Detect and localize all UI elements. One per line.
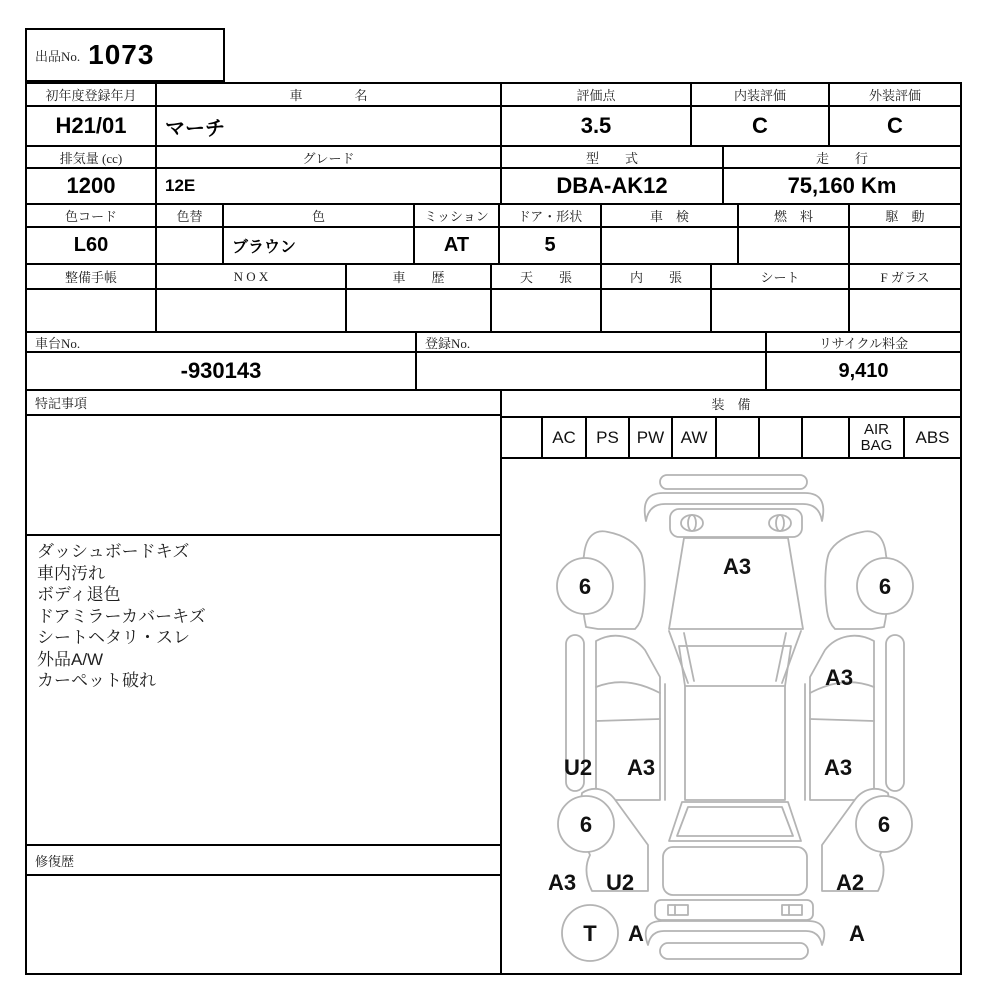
field-value (417, 353, 765, 391)
right-headlight-inner (776, 515, 784, 531)
left-headlight-inner (688, 515, 696, 531)
rear-window-inner (677, 807, 793, 836)
field-label: リサイクル料金 (767, 333, 960, 353)
damage-mark-lr-quarter: U2 (605, 870, 635, 895)
damage-mark-lf-wheel: 6 (578, 574, 592, 599)
equipment-cell-ac: AC (543, 418, 587, 457)
lot-number-value: 1073 (88, 39, 155, 70)
damage-mark-rf-wheel: 6 (878, 574, 892, 599)
field-history (347, 265, 492, 333)
vehicle-table (25, 82, 962, 975)
field-label: 走 行 (724, 147, 960, 169)
lot-number-box (25, 28, 225, 82)
field-value: -930143 (27, 353, 415, 391)
field-value (157, 290, 345, 333)
field-service-book (27, 265, 157, 333)
field-value: H21/01 (27, 107, 155, 147)
damage-mark-rr-quarter: A2 (835, 870, 865, 895)
field-label: 色替 (157, 205, 222, 228)
equipment-cell-airbag: AIR BAG (850, 418, 905, 457)
field-label: F ガラス (850, 265, 960, 290)
field-value: 12E (157, 169, 500, 205)
field-fuel (739, 205, 850, 265)
field-color (224, 205, 415, 265)
equipment-cell (803, 418, 850, 457)
right-rear-light-icon (782, 905, 802, 915)
field-label: 登録No. (417, 333, 765, 353)
left-door-split (596, 719, 660, 721)
car-damage-diagram (502, 459, 960, 973)
field-doors (500, 205, 602, 265)
field-color-code (27, 205, 157, 265)
field-label: ミッション (415, 205, 498, 228)
field-value (602, 228, 737, 265)
field-value: マーチ (157, 107, 500, 147)
field-label: 車 歴 (347, 265, 490, 290)
field-label: 燃 料 (739, 205, 848, 228)
field-label: 型 式 (502, 147, 722, 169)
car-diagram-svg (502, 459, 960, 973)
damage-mark-rf-door: A3 (824, 665, 854, 690)
field-value: 1200 (27, 169, 155, 205)
field-value: 5 (500, 228, 600, 265)
field-model-code (502, 147, 724, 205)
right-headlight-icon (769, 515, 791, 531)
equipment-cell (760, 418, 803, 457)
notes-title: 特記事項 (27, 391, 500, 416)
damage-mark-rear-left: A (628, 921, 644, 946)
field-label: 整備手帳 (27, 265, 155, 290)
field-interior-trim (602, 265, 712, 333)
field-value: L60 (27, 228, 155, 265)
damage-mark-windshield: A3 (722, 554, 752, 579)
band-color (27, 205, 960, 265)
right-door-split (810, 719, 874, 721)
field-value (602, 290, 710, 333)
field-headliner (492, 265, 602, 333)
field-transmission (415, 205, 500, 265)
front-bumper (660, 475, 807, 489)
field-label: 車台No. (27, 333, 415, 353)
field-label: 内 張 (602, 265, 710, 290)
field-car-name (157, 84, 502, 147)
field-label: 色コード (27, 205, 155, 228)
field-nox (157, 265, 347, 333)
field-interior-grade (692, 84, 830, 147)
field-front-glass (850, 265, 960, 333)
band-chassis (27, 333, 960, 391)
damage-mark-lr-door: A3 (626, 755, 656, 780)
damage-mark-rr-door: A3 (823, 755, 853, 780)
equipment-cell (502, 418, 543, 457)
field-value: 9,410 (767, 353, 960, 391)
equipment-cell-abs: ABS (915, 427, 950, 447)
notes-empty-area (27, 416, 500, 536)
field-label: N O X (157, 265, 345, 290)
field-seat (712, 265, 850, 333)
note-item: ボディ退色 (37, 585, 121, 604)
field-value: 3.5 (502, 107, 690, 147)
band-registration (27, 84, 960, 147)
left-headlight-icon (681, 515, 703, 531)
field-value: DBA-AK12 (502, 169, 722, 205)
damage-mark-trunk: T (583, 921, 597, 946)
repair-history-title: 修復歴 (27, 846, 500, 876)
rear-bumper-upper (646, 921, 825, 945)
roof-panel (679, 646, 791, 800)
damage-mark-lr-wheel: 6 (579, 812, 593, 837)
field-value (850, 228, 960, 265)
right-side-sill (886, 635, 904, 791)
field-mileage (724, 147, 960, 205)
field-displacement (27, 147, 157, 205)
field-value: ブラウン (224, 228, 413, 265)
note-item: 外品A/W (37, 649, 104, 669)
equipment-cell (717, 418, 760, 457)
field-label: ドア・形状 (500, 205, 600, 228)
equipment-title: 装 備 (502, 391, 960, 418)
notes-list (27, 536, 500, 846)
field-grade (157, 147, 502, 205)
field-label: 天 張 (492, 265, 600, 290)
field-label: グレード (157, 147, 500, 169)
field-value (850, 290, 960, 333)
notes-column (27, 391, 502, 973)
field-value (157, 228, 222, 265)
field-value: C (692, 107, 828, 147)
damage-mark-rr-wheel: 6 (877, 812, 891, 837)
note-item: カーペット破れ (37, 671, 156, 690)
equipment-row (502, 418, 960, 459)
field-value (347, 290, 490, 333)
field-value (712, 290, 848, 333)
front-panel (645, 493, 824, 521)
rear-bumper-lower (660, 943, 808, 959)
band-condition (27, 265, 960, 333)
field-registration-no (417, 333, 767, 391)
note-item: シートヘタリ・スレ (37, 628, 190, 647)
field-value: 75,160 Km (724, 169, 960, 205)
tailgate (663, 847, 807, 895)
field-label: 車 名 (157, 84, 500, 107)
note-item: ダッシュボードキズ (37, 542, 190, 561)
field-inspection (602, 205, 739, 265)
field-color-change (157, 205, 224, 265)
field-label: 内装評価 (692, 84, 828, 107)
equipment-cell-pw: PW (630, 418, 673, 457)
damage-mark-left-sill: U2 (563, 755, 593, 780)
windshield (669, 538, 803, 629)
field-value (27, 290, 155, 333)
field-value: AT (415, 228, 498, 265)
field-label: 排気量 (cc) (27, 147, 155, 169)
band-specs (27, 147, 960, 205)
damage-mark-lr-quarter-outer: A3 (547, 870, 577, 895)
band-notes-diagram (27, 391, 960, 973)
equipment-column (502, 391, 960, 973)
field-label: 外装評価 (830, 84, 960, 107)
field-value: C (830, 107, 960, 147)
damage-mark-rear-right: A (849, 921, 865, 946)
field-score (502, 84, 692, 147)
field-label: 駆 動 (850, 205, 960, 228)
field-value (739, 228, 848, 265)
equipment-cell-aw: AW (673, 418, 717, 457)
field-label: 色 (224, 205, 413, 228)
field-label: 初年度登録年月 (27, 84, 155, 107)
left-rear-light-icon (668, 905, 688, 915)
field-recycle-fee (767, 333, 960, 391)
headlight-panel (670, 509, 802, 537)
field-exterior-grade (830, 84, 960, 147)
field-label: シート (712, 265, 848, 290)
field-label: 車 検 (602, 205, 737, 228)
left-door-crease (596, 682, 660, 693)
repair-history-value (27, 876, 500, 973)
field-chassis-no (27, 333, 417, 391)
field-drivetrain (850, 205, 960, 265)
lot-number-label: 出品No. (35, 48, 81, 64)
equipment-cell-ps: PS (587, 418, 630, 457)
note-item: 車内汚れ (37, 563, 105, 583)
field-first-registration (27, 84, 157, 147)
field-label: 評価点 (502, 84, 690, 107)
field-value (492, 290, 600, 333)
note-item: ドアミラーカバーキズ (37, 606, 206, 626)
